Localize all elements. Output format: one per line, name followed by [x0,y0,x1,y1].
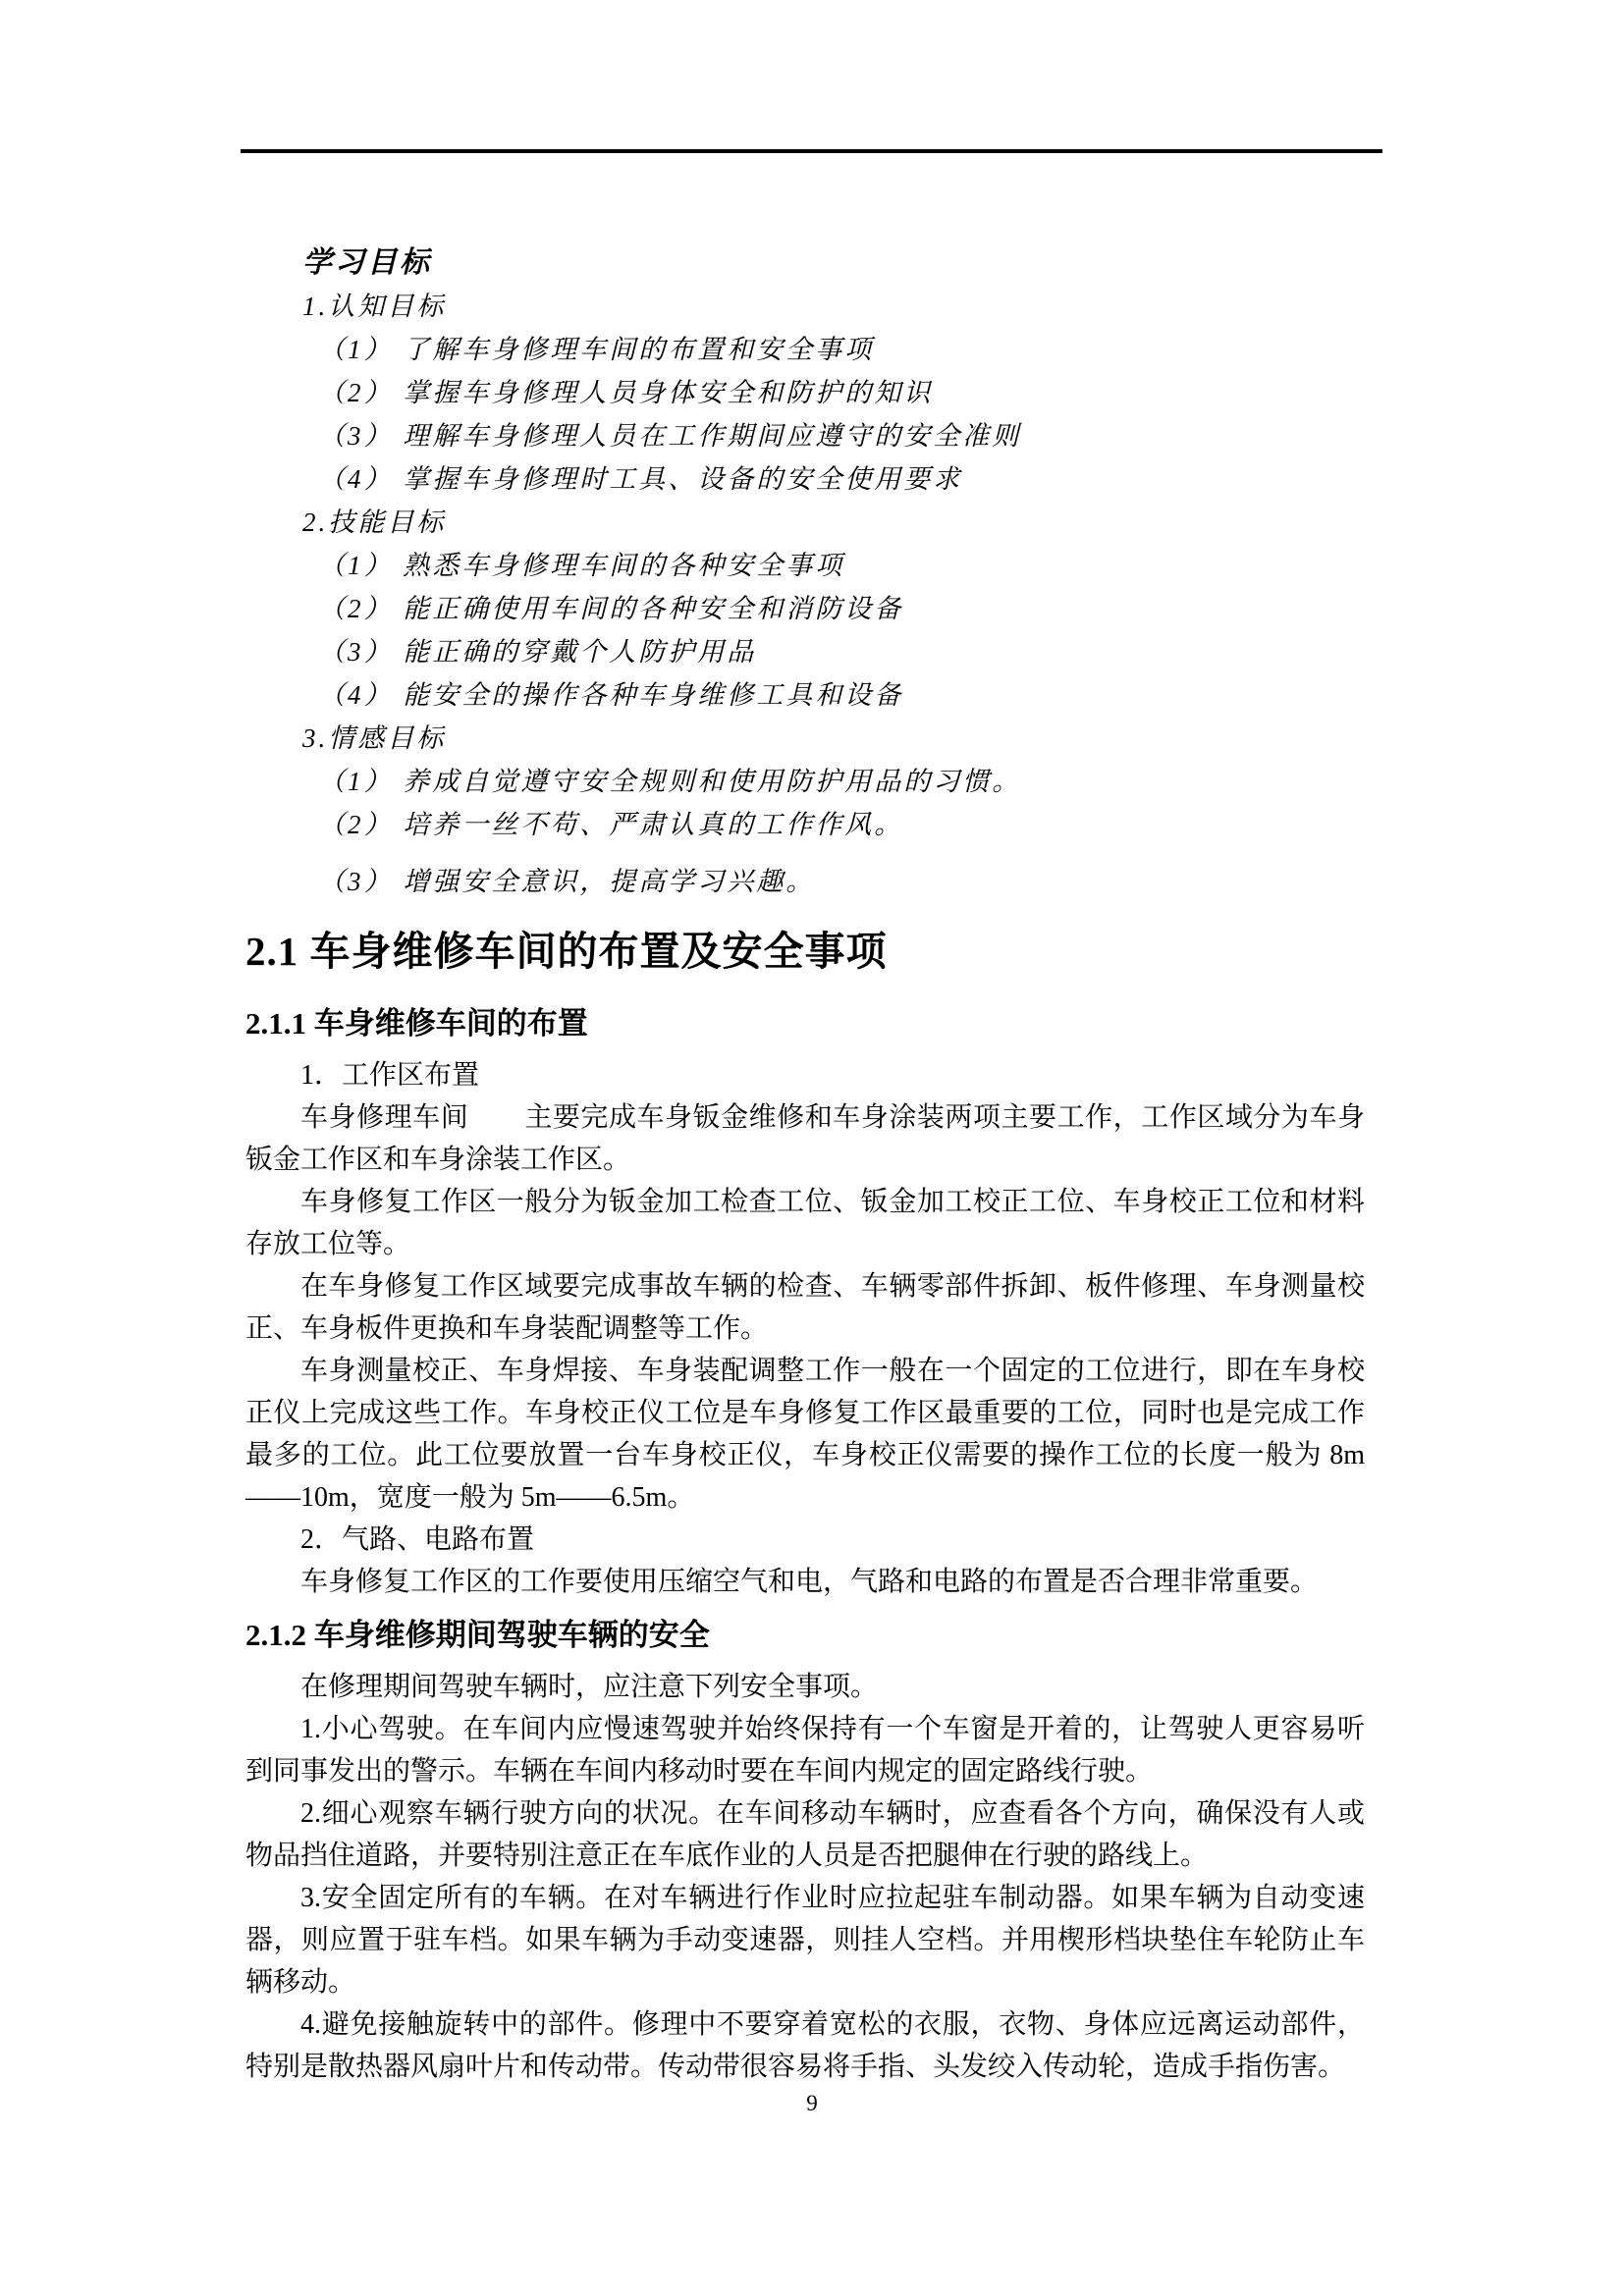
paragraph: 车身修理车间 主要完成车身钣金维修和车身涂装两项主要工作，工作区域分为车身钣金工作区和车身涂装工作区。 [245,1102,1365,1175]
paragraph: 2．气路、电路布置 [300,1524,535,1555]
objective-group-heading: 3.情感目标 [302,723,447,753]
objective-item: （4） 能安全的操作各种车身维修工具和设备 [318,680,904,710]
objective-item: （4） 掌握车身修理时工具、设备的安全使用要求 [318,464,963,494]
subsection-heading-2-1-2: 2.1.2 车身维修期间驾驶车辆的安全 [245,1618,710,1652]
objective-item: （3） 能正确的穿戴个人防护用品 [318,637,757,667]
paragraph: 4.避免接触旋转中的部件。修理中不要穿着宽松的衣服，衣物、身体应远离运动部件，特别是散热器风扇叶片和传动带。传动带很容易将手指、头发绞入传动轮，造成手指伤害。 [245,2009,1365,2082]
content-column [245,0,1365,2088]
objective-item: （1） 了解车身修理车间的布置和安全事项 [318,335,875,364]
objective-item: （3） 增强安全意识，提高学习兴趣。 [318,867,816,896]
objective-item: （2） 培养一丝不苟、严肃认真的工作作风。 [318,810,904,839]
page-number: 9 [806,2091,818,2115]
subsection-heading-2-1-1: 2.1.1 车身维修车间的布置 [245,1006,588,1041]
paragraph: 3.安全固定所有的车辆。在对车辆进行作业时应拉起驻车制动器。如果车辆为自动变速器，则应置于驻车档。如果车辆为手动变速器，则挂人空档。并用楔形档块垫住车轮防止车辆移动。 [245,1883,1365,1998]
objective-item: （3） 理解车身修理人员在工作期间应遵守的安全准则 [318,421,1022,451]
learning-objectives-block [245,241,1365,903]
objective-item: （2） 能正确使用车间的各种安全和消防设备 [318,594,904,623]
paragraph: 2.细心观察车辆行驶方向的状况。在车间移动车辆时，应查看各个方向，确保没有人或物品挡住道路，并要特别注意正在车底作业的人员是否把腿伸在行驶的路线上。 [245,1798,1365,1871]
paragraph: 1．工作区布置 [300,1060,480,1091]
objectives-title: 学习目标 [302,246,432,279]
objective-item: （1） 熟悉车身修理车间的各种安全事项 [318,551,845,580]
paragraph: 车身修复工作区一般分为钣金加工检查工位、钣金加工校正工位、车身校正工位和材料存放工位等。 [245,1187,1365,1259]
objective-item: （2） 掌握车身修理人员身体安全和防护的知识 [318,378,934,407]
objective-item: （1） 养成自觉遵守安全规则和使用防护用品的习惯。 [318,767,1022,796]
paragraph: 在修理期间驾驶车辆时，应注意下列安全事项。 [300,1672,879,1702]
paragraph: 在车身修复工作区域要完成事故车辆的检查、车辆零部件拆卸、板件修理、车身测量校正、车身板件更换和车身装配调整等工作。 [245,1271,1365,1344]
section-heading-2-1: 2.1 车身维修车间的布置及安全事项 [245,929,888,974]
paragraph: 车身测量校正、车身焊接、车身装配调整工作一般在一个固定的工位进行，即在车身校正仪上完成这些工作。车身校正仪工位是车身修复工作区最重要的工位，同时也是完成工作最多的工位。此工位要放置一台车身校正仪，车身校正仪需要的操作工位的长度一般为 8m——10m，宽度一般为 5m——6.5m。 [245,1356,1365,1513]
objective-group-heading: 2.技能目标 [302,507,447,537]
paragraph: 1.小心驾驶。在车间内应慢速驾驶并始终保持有一个车窗是开着的，让驾驶人更容易听到同事发出的警示。车辆在车间内移动时要在车间内规定的固定路线行驶。 [245,1714,1365,1787]
objective-group-heading: 1.认知目标 [302,292,447,321]
paragraph: 车身修复工作区的工作要使用压缩空气和电，气路和电路的布置是否合理非常重要。 [300,1567,1319,1597]
